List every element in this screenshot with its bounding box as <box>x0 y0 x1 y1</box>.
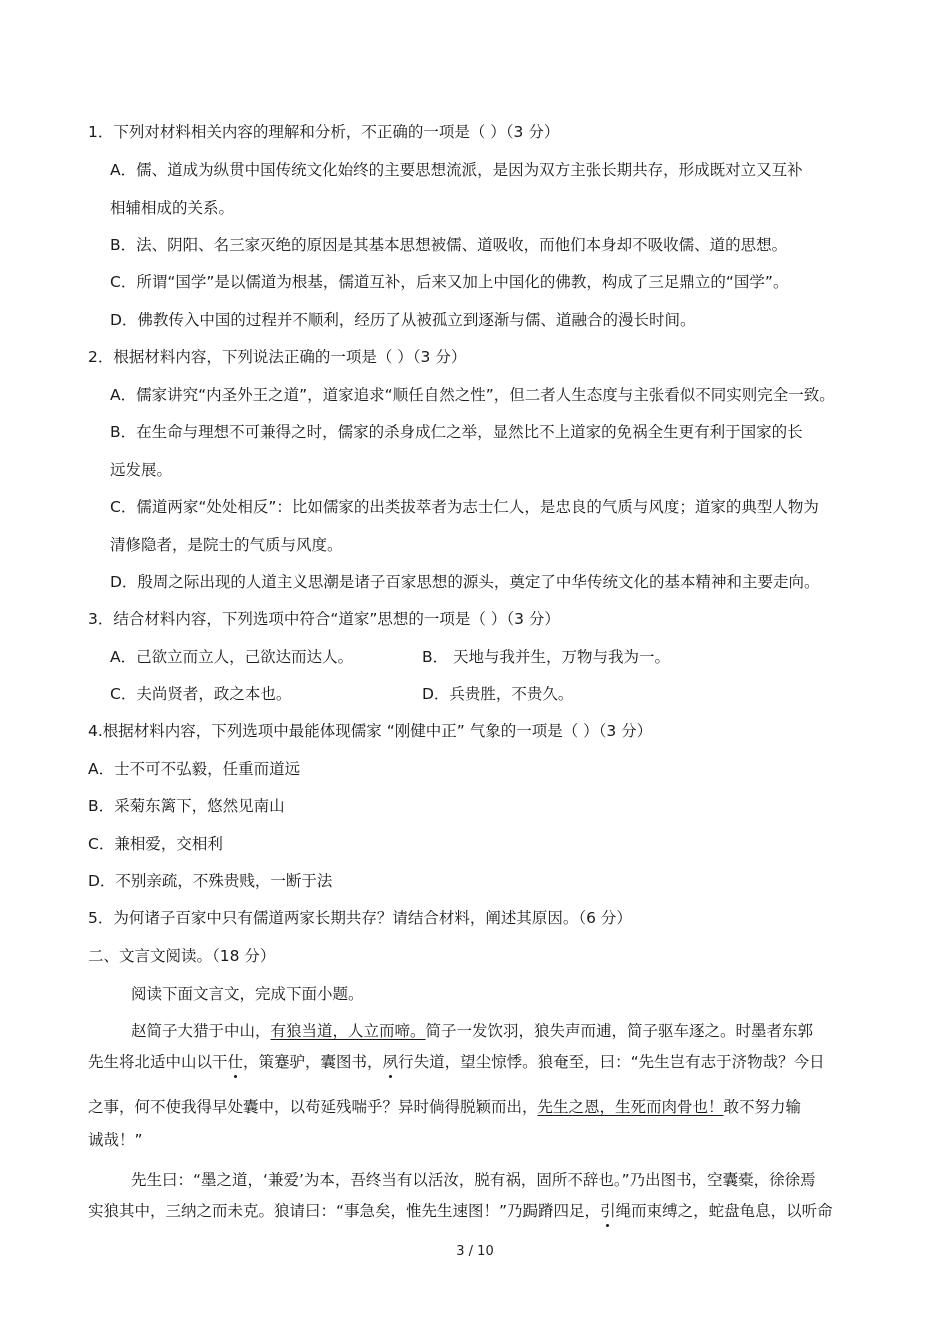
underlined-phrase: 先生之恩，生死而肉骨也！ <box>537 1098 724 1116</box>
q3-option-c: C．夫尚贤者，政之本也。 <box>110 685 292 703</box>
emphasized-char: 引 <box>600 1202 616 1220</box>
underlined-phrase: 有狼当道，人立而啼。 <box>270 1022 426 1040</box>
q1-option-a-cont: 相辅相成的关系。 <box>110 199 235 217</box>
emphasized-char: 仕 <box>227 1053 244 1071</box>
q1-option-b: B．法、阴阳、名三家灭绝的原因是其基本思想被儒、道吸收，而他们本身却不吸收儒、道的思想。 <box>110 236 788 254</box>
passage-line: 诚哉！” <box>88 1131 143 1149</box>
passage-line <box>88 1052 825 1072</box>
q2-option-b: B．在生命与理想不可兼得之时，儒家的杀身成仁之举，显然比不上道家的免祸全生更有利于国家的长 <box>110 423 803 441</box>
q2-option-d: D．殷周之际出现的人道主义思潮是诸子百家思想的源头，奠定了中华传统文化的基本精神和主要走向。 <box>110 573 820 591</box>
passage-text: 赵简子大猎于中山， <box>131 1022 271 1040</box>
q1-option-d: D．佛教传入中国的过程并不顺利，经历了从被孤立到逐渐与儒、道融合的漫长时间。 <box>110 311 696 329</box>
passage-text: 敢不努力输 <box>723 1098 802 1116</box>
section-heading: 二、文言文阅读。（18 分） <box>88 947 276 965</box>
passage-line <box>88 1097 801 1117</box>
q2-option-c-cont: 清修隐者，是院士的气质与风度。 <box>110 536 343 554</box>
q2-option-a: A．儒家讲究“内圣外王之道”，道家追求“顺任自然之性”，但二者人生态度与主张看似不同实则完全一致。 <box>110 386 835 404</box>
passage-text: 简子一发饮羽，狼失声而逋，简子驱车逐之。时墨者东郭 <box>425 1022 814 1040</box>
emphasized-char: 夙 <box>382 1053 399 1071</box>
passage-text: 实狼其中，三纳之而未克。狼请曰：“事急矣，惟先生速图！”乃跼蹐四足， <box>88 1202 601 1220</box>
q4-stem: 4.根据材料内容，下列选项中最能体现儒家 “刚健中正” 气象的一项是（ ）（3 分） <box>88 722 653 740</box>
q4-option-a: A．士不可不弘毅，任重而道远 <box>88 760 301 778</box>
q2-option-b-cont: 远发展。 <box>110 461 173 479</box>
q4-option-c: C．兼相爱，交相利 <box>88 835 223 853</box>
q2-option-c: C．儒道两家“处处相反”：比如儒家的出类拔萃者为志士仁人，是忠良的气质与风度；道家的典型人物为 <box>110 498 819 516</box>
q3-option-a: A．己欲立而立人，己欲达而达人。 <box>110 648 354 666</box>
section-instruction: 阅读下面文言文，完成下面小题。 <box>131 985 364 1003</box>
passage-text: 绳而束缚之，蛇盘龟息，以听命 <box>615 1202 833 1220</box>
q5-stem: 5．为何诸子百家中只有儒道两家长期共存？请结合材料，阐述其原因。（6 分） <box>88 909 632 927</box>
passage-line: 先生曰：“墨之道，‘兼爱’为本，吾终当有以活汝，脱有祸，固所不辞也。”乃出图书，空囊橐，徐徐焉 <box>131 1171 816 1189</box>
page-number: 3 / 10 <box>456 1244 494 1259</box>
q4-option-d: D．不别亲疏，不殊贵贱，一断于法 <box>88 872 333 890</box>
q1-option-c: C．所谓“国学”是以儒道为根基，儒道互补，后来又加上中国化的佛教，构成了三足鼎立的“国学”。 <box>110 273 789 291</box>
passage-text: 之事，何不使我得早处囊中，以苟延残喘乎？异时倘得脱颖而出， <box>88 1098 538 1116</box>
q3-option-d: D．兵贵胜，不贵久。 <box>422 685 574 703</box>
passage-line <box>88 1201 833 1221</box>
q4-option-b: B．采菊东篱下，悠然见南山 <box>88 797 285 815</box>
q2-stem: 2．根据材料内容，下列说法正确的一项是（ ）（3 分） <box>88 348 467 366</box>
passage-text: 行失道，望尘惊悸。狼奄至，曰：“先生岂有志于济物哉？今日 <box>398 1053 825 1071</box>
q1-stem: 1．下列对材料相关内容的理解和分析，不正确的一项是（ ）（3 分） <box>88 123 560 141</box>
q3-option-b: B． 天地与我并生，万物与我为一。 <box>422 648 671 666</box>
passage-text: 先生将北适中山以干 <box>88 1053 228 1071</box>
q1-option-a: A．儒、道成为纵贯中国传统文化始终的主要思想流派，是因为双方主张长期共存，形成既对立又互补 <box>110 161 803 179</box>
passage-text: ，策蹇驴，囊图书， <box>243 1053 383 1071</box>
q3-stem: 3．结合材料内容，下列选项中符合“道家”思想的一项是（ ）（3 分） <box>88 610 560 628</box>
passage-line <box>131 1021 813 1041</box>
